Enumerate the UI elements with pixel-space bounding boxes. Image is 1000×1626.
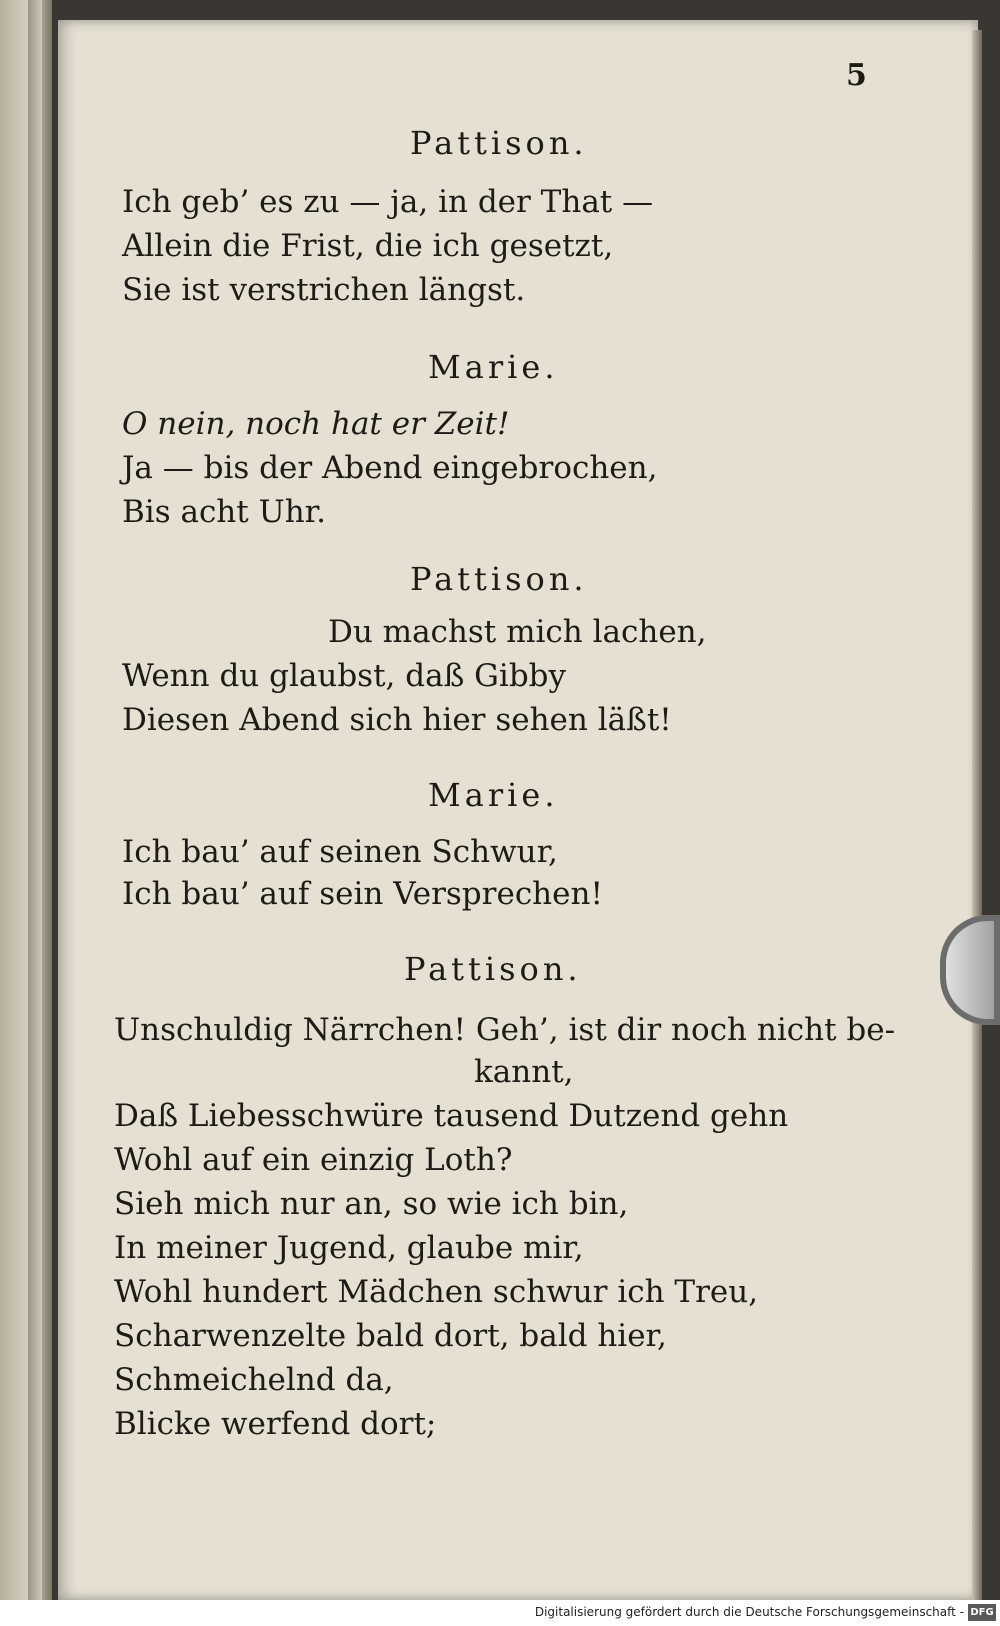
verse-line: Ich geb’ es zu — ja, in der That — <box>122 184 654 220</box>
verse-line: Blicke werfend dort; <box>114 1406 437 1442</box>
verse-line: Du machst mich lachen, <box>328 614 707 650</box>
verse-line: O nein, noch hat er Zeit! <box>122 406 510 442</box>
verse-line: In meiner Jugend, glaube mir, <box>114 1230 584 1266</box>
speaker-name: Marie. <box>428 776 559 814</box>
facing-page-edge <box>0 0 52 1600</box>
verse-line: Unschuldig Närrchen! Geh’, ist dir noch nicht be- <box>114 1012 896 1048</box>
verse-line: Wohl auf ein einzig Loth? <box>114 1142 513 1178</box>
verse-line: Wenn du glaubst, daß Gibby <box>122 658 567 694</box>
speaker-name: Pattison. <box>410 124 588 162</box>
verse-line: Daß Liebesschwüre tausend Dutzend gehn <box>114 1098 789 1134</box>
speaker-name: Marie. <box>428 348 559 386</box>
page-number: 5 <box>846 58 867 93</box>
verse-line: Diesen Abend sich hier sehen läßt! <box>122 702 672 738</box>
facing-page-fold <box>28 0 42 1600</box>
verse-line: kannt, <box>474 1054 574 1090</box>
verse-line: Wohl hundert Mädchen schwur ich Treu, <box>114 1274 759 1310</box>
verse-line: Bis acht Uhr. <box>122 494 326 530</box>
verse-line: Sie ist verstrichen längst. <box>122 272 526 308</box>
verse-line: Ich bau’ auf seinen Schwur, <box>122 834 558 870</box>
verse-line: Ich bau’ auf sein Versprechen! <box>122 876 603 912</box>
verse-line: Sieh mich nur an, so wie ich bin, <box>114 1186 629 1222</box>
funding-credit: Digitalisierung gefördert durch die Deutsche Forschungsgemeinschaft - <box>534 1605 964 1619</box>
verse-line: Ja — bis der Abend eingebrochen, <box>122 450 658 486</box>
speaker-name: Pattison. <box>410 560 588 598</box>
verse-line: Allein die Frist, die ich gesetzt, <box>122 228 614 264</box>
page-stack-edge <box>972 30 982 1600</box>
verse-line: Schmeichelnd da, <box>114 1362 394 1398</box>
footer-bar <box>0 1600 1000 1626</box>
dfg-logo: DFG <box>968 1604 996 1621</box>
verse-line: Scharwenzelte bald dort, bald hier, <box>114 1318 667 1354</box>
speaker-name: Pattison. <box>404 950 582 988</box>
